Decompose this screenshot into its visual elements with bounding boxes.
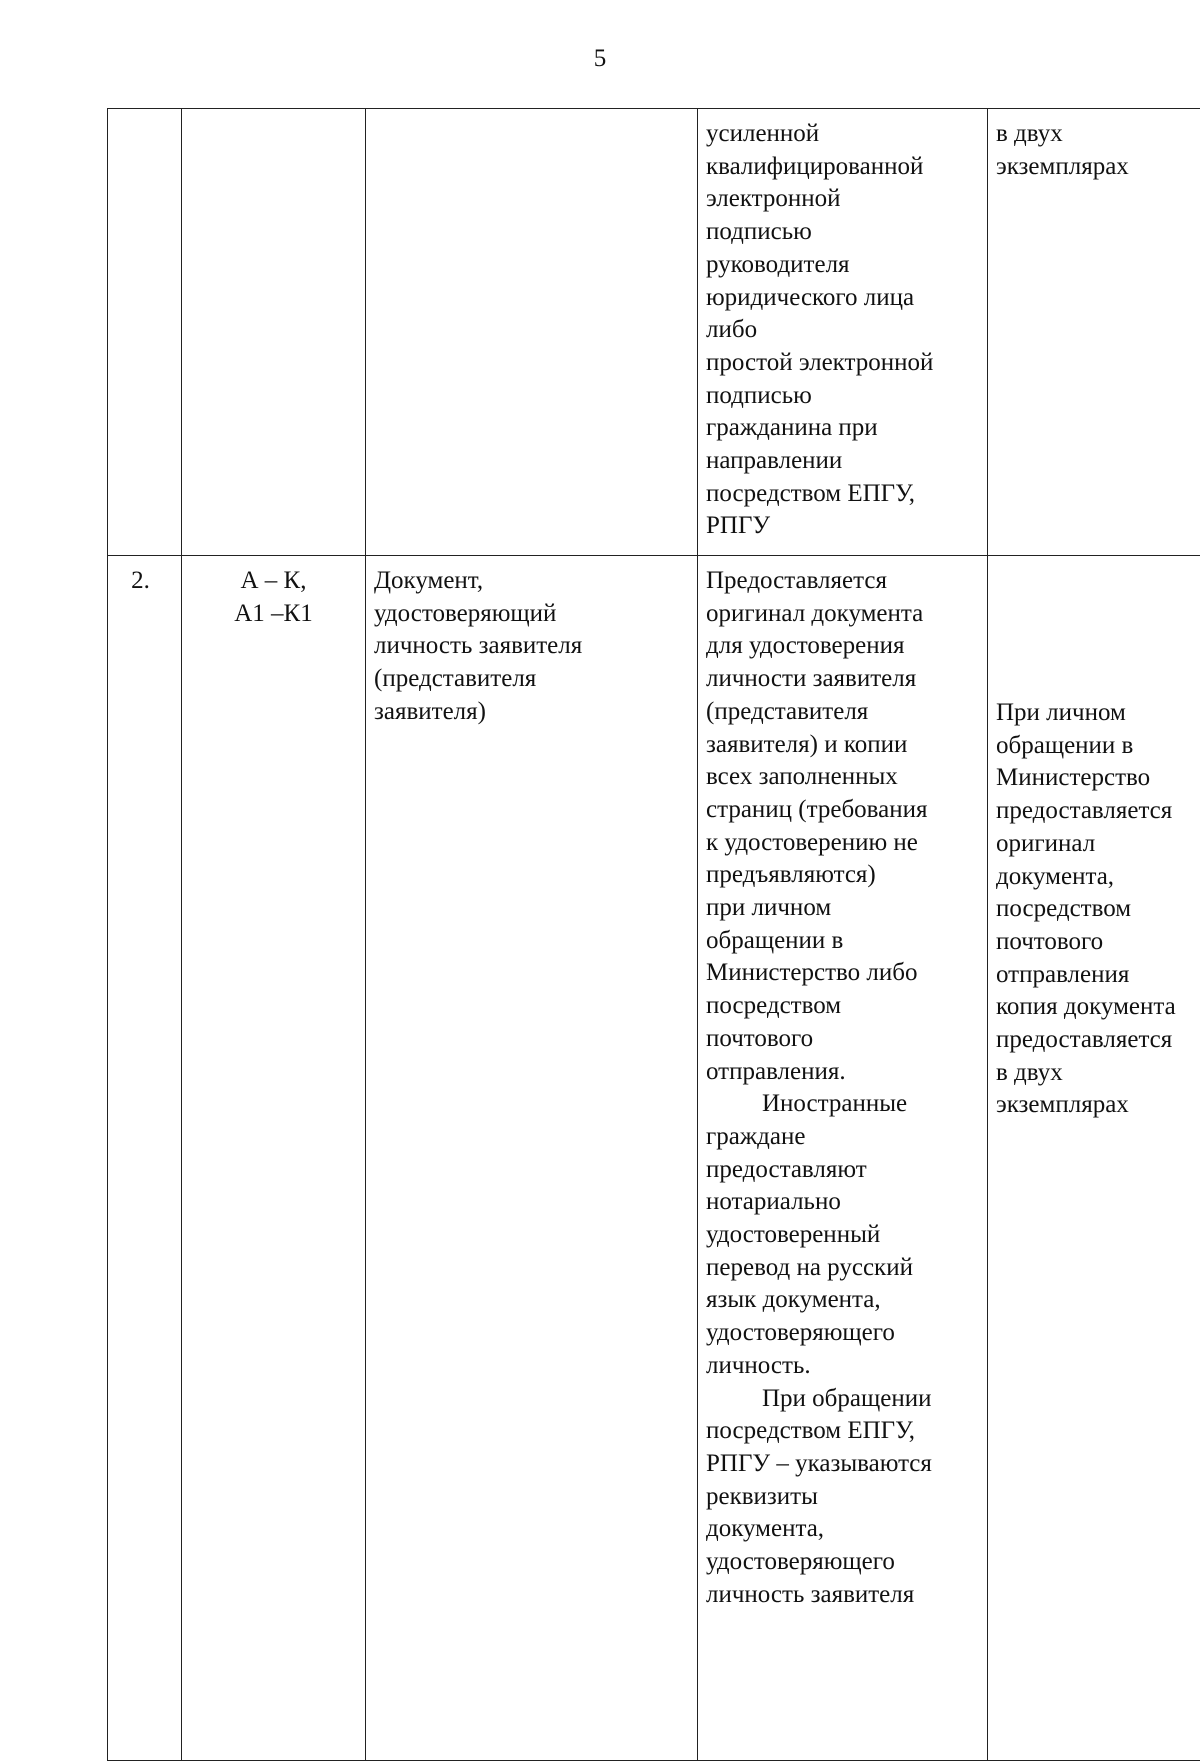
text-line: перевод на русский [706, 1252, 979, 1285]
row-number-cell [108, 556, 182, 1761]
text-line: электронной [706, 183, 979, 216]
text-line: Документ, [374, 565, 689, 598]
text-line: предъявляются) [706, 859, 979, 892]
documents-table [107, 108, 1200, 1761]
row-number: 2. [131, 567, 150, 594]
text-line: подписью [706, 216, 979, 249]
text-line: квалифицированной [706, 151, 979, 184]
notes-cell [988, 109, 1200, 556]
text-line: юридического лица [706, 282, 979, 315]
text-line: язык документа, [706, 1284, 979, 1317]
text-line: предоставляют [706, 1154, 979, 1187]
text-line: почтового [996, 926, 1200, 959]
text-line: Предоставляется [706, 565, 979, 598]
text-line: отправления. [706, 1056, 979, 1089]
text-line: Министерство [996, 762, 1200, 795]
text-line: А – К, [190, 565, 357, 598]
document-name-cell [366, 556, 698, 1761]
text-line: А1 –К1 [190, 598, 357, 631]
notes-cell [988, 556, 1200, 1761]
text-line: личность заявителя [374, 630, 689, 663]
category-cell [182, 109, 366, 556]
text-line: (представителя [374, 663, 689, 696]
text-line: обращении в [706, 925, 979, 958]
table-row [108, 556, 1200, 1761]
text-line: простой электронной [706, 347, 979, 380]
text-line: посредством [996, 893, 1200, 926]
text-line: При личном [996, 697, 1200, 730]
text-line: РПГУ – указываются [706, 1448, 979, 1481]
text-line: экземплярах [996, 1089, 1200, 1122]
text-line: гражданина при [706, 412, 979, 445]
text-line: предоставляется [996, 1024, 1200, 1057]
text-line: удостоверяющего [706, 1317, 979, 1350]
text-line: посредством [706, 990, 979, 1023]
text-line: при личном [706, 892, 979, 925]
text-line: удостоверенный [706, 1219, 979, 1252]
text-line: При обращении [706, 1383, 979, 1416]
page-number: 5 [0, 44, 1200, 74]
text-line: удостоверяющий [374, 598, 689, 631]
text-line: всех заполненных [706, 761, 979, 794]
requirements-cell [698, 109, 988, 556]
text-line: в двух [996, 118, 1200, 151]
text-line: личность. [706, 1350, 979, 1383]
text-line: заявителя) [374, 696, 689, 729]
text-line: удостоверяющего [706, 1546, 979, 1579]
text-line: посредством ЕПГУ, [706, 1415, 979, 1448]
text-line: личность заявителя [706, 1579, 979, 1612]
text-line: документа, [996, 861, 1200, 894]
text-line: к удостоверению не [706, 827, 979, 860]
text-line: почтового [706, 1023, 979, 1056]
text-line: документа, [706, 1513, 979, 1546]
text-line: копия документа [996, 991, 1200, 1024]
text-line: предоставляется [996, 795, 1200, 828]
text-line: личности заявителя [706, 663, 979, 696]
text-line: отправления [996, 959, 1200, 992]
text-line: направлении [706, 445, 979, 478]
text-line: обращении в [996, 730, 1200, 763]
text-line: Иностранные [706, 1088, 979, 1121]
text-line: усиленной [706, 118, 979, 151]
text-line: либо [706, 314, 979, 347]
text-line: РПГУ [706, 510, 979, 543]
text-line: оригинал документа [706, 598, 979, 631]
text-line: оригинал [996, 828, 1200, 861]
text-line: экземплярах [996, 151, 1200, 184]
text-line: граждане [706, 1121, 979, 1154]
text-line: Министерство либо [706, 957, 979, 990]
text-line: руководителя [706, 249, 979, 282]
text-line: для удостоверения [706, 630, 979, 663]
table-row [108, 109, 1200, 556]
row-number-cell [108, 109, 182, 556]
text-line: страниц (требования [706, 794, 979, 827]
text-line: посредством ЕПГУ, [706, 478, 979, 511]
requirements-cell [698, 556, 988, 1761]
text-line: подписью [706, 380, 979, 413]
text-line: заявителя) и копии [706, 729, 979, 762]
document-name-cell [366, 109, 698, 556]
text-line: нотариально [706, 1186, 979, 1219]
text-line: реквизиты [706, 1481, 979, 1514]
category-cell [182, 556, 366, 1761]
text-line: (представителя [706, 696, 979, 729]
text-line: в двух [996, 1057, 1200, 1090]
